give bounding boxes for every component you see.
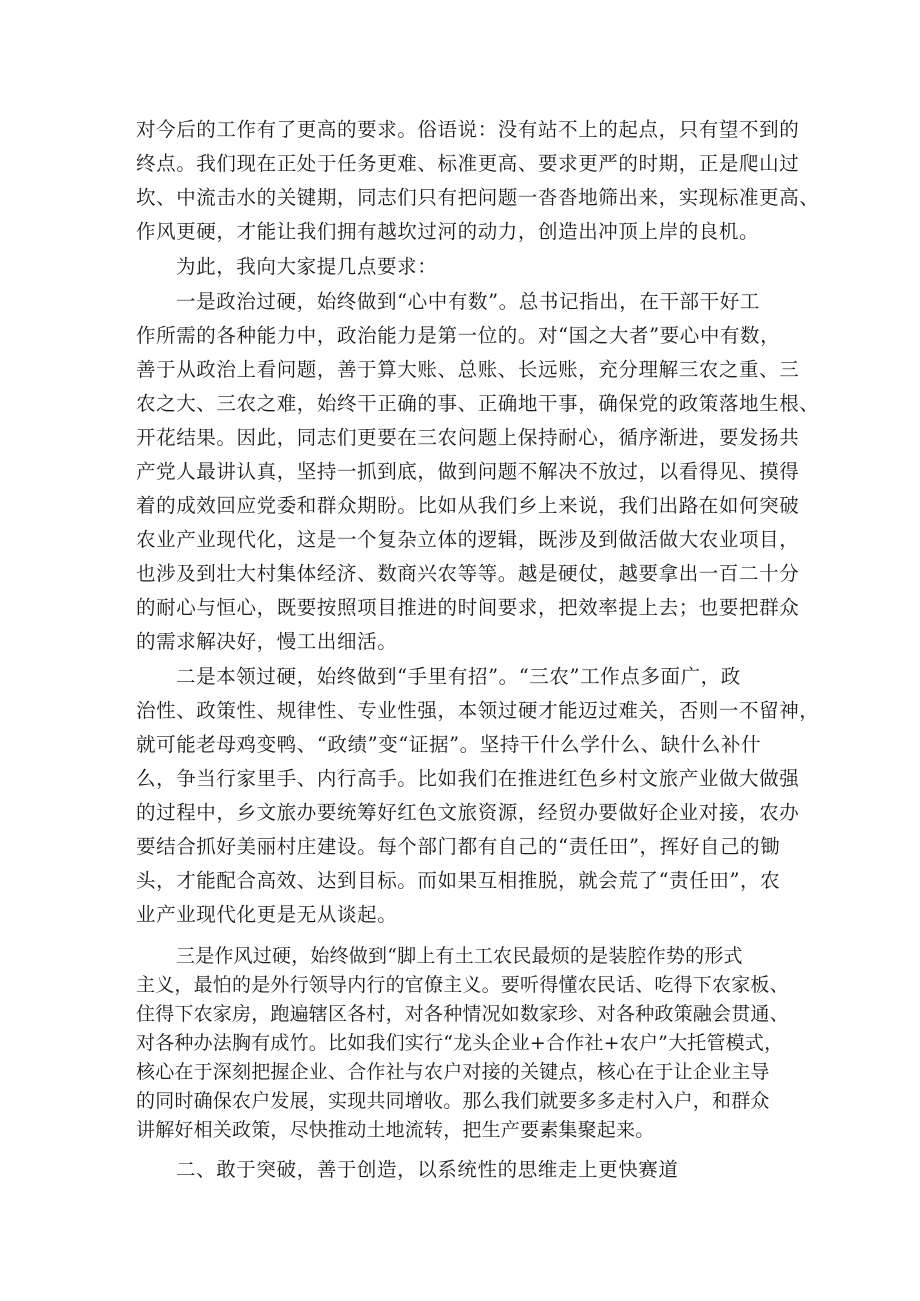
text-line: 着的成效回应党委和群众期盼。比如从我们乡上来说，我们出路在如何突破: [136, 494, 800, 517]
text-line: 一是政治过硬，始终做到“心中有数”。总书记指出，在干部干好工: [176, 290, 760, 313]
text-line: 农之大、三农之难，始终干正确的事、正确地干事，确保党的政策落地生根、: [136, 392, 820, 415]
text-line: 终点。我们现在正处于任务更难、标准更高、要求更严的时期，正是爬山过: [136, 152, 800, 175]
text-line: 为此，我向大家提几点要求：: [176, 255, 438, 278]
text-line: 头，才能配合高效、达到目标。而如果互相推脱，就会荒了“责任田”，农: [136, 869, 781, 892]
text-line: 开花结果。因此，同志们更要在三农问题上保持耐心，循序渐进，要发扬共: [136, 426, 800, 449]
text-line: 作所需的各种能力中，政治能力是第一位的。对“国之大者”要心中有数，: [136, 324, 781, 347]
text-line: 善于从政治上看问题，善于算大账、总账、长远账，充分理解三农之重、三: [136, 358, 800, 381]
text-line: 的过程中，乡文旅办要统筹好红色文旅资源，经贸办要做好企业对接，农办: [136, 801, 800, 824]
text-line: 三是作风过硬，始终做到“脚上有土工农民最烦的是装腔作势的形式: [176, 945, 743, 967]
text-line: 也涉及到壮大村集体经济、数商兴农等等。越是硬仗，越要拿出一百二十分: [136, 562, 800, 585]
text-line: 讲解好相关政策，尽快推动土地流转，把生产要素集聚起来。: [136, 1119, 655, 1141]
text-line: 对各种办法胸有成竹。比如我们实行“龙头企业+合作社+农户”大托管模式，: [136, 1032, 784, 1054]
text-line: 的需求解决好，慢工出细活。: [136, 630, 398, 653]
text-line: 的耐心与恒心，既要按照项目推进的时间要求，把效率提上去；也要把群众: [136, 596, 800, 619]
text-line: 么，争当行家里手、内行高手。比如我们在推进红色乡村文旅产业做大做强: [136, 767, 800, 790]
text-line: 要结合抓好美丽村庄建设。每个部门都有自己的“责任田”，挥好自己的锄: [136, 835, 781, 858]
text-line: 的同时确保农户发展，实现共同增收。那么我们就要多多走村入户，和群众: [136, 1090, 770, 1112]
text-line: 坎、中流击水的关键期，同志们只有把问题一沓沓地筛出来，实现标准更高、: [136, 186, 820, 209]
text-line: 住得下农家房，跑遍辖区各村，对各种情况如数家珍、对各种政策融会贯通、: [136, 1003, 789, 1025]
text-line: 农业产业现代化，这是一个复杂立体的逻辑，既涉及到做活做大农业项目，: [136, 528, 800, 551]
text-line: 对今后的工作有了更高的要求。俗语说：没有站不上的起点，只有望不到的: [136, 118, 800, 141]
text-line: 业产业现代化更是无从谈起。: [136, 903, 398, 926]
text-line: 治性、政策性、规律性、专业性强，本领过硬才能迈过难关，否则一不留神，: [136, 699, 820, 722]
section-heading: 二、敢于突破，善于创造，以系统性的思维走上更快赛道: [176, 1158, 679, 1181]
text-line: 核心在于深刻把握企业、合作社与农户对接的关键点，核心在于让企业主导: [136, 1061, 770, 1083]
text-line: 就可能老母鸡变鸭、“政绩”变“证据”。坚持干什么学什么、缺什么补什: [136, 733, 762, 756]
text-line: 主义，最怕的是外行领导内行的官僚主义。要听得懂农民话、吃得下农家板、: [136, 974, 789, 996]
text-line: 二是本领过硬，始终做到“手里有招”。“三农”工作点多面广，政: [176, 665, 741, 688]
text-line: 作风更硬，才能让我们拥有越坎过河的动力，创造出冲顶上岸的良机。: [136, 220, 760, 243]
text-line: 产党人最讲认真，坚持一抓到底，做到问题不解决不放过，以看得见、摸得: [136, 460, 800, 483]
